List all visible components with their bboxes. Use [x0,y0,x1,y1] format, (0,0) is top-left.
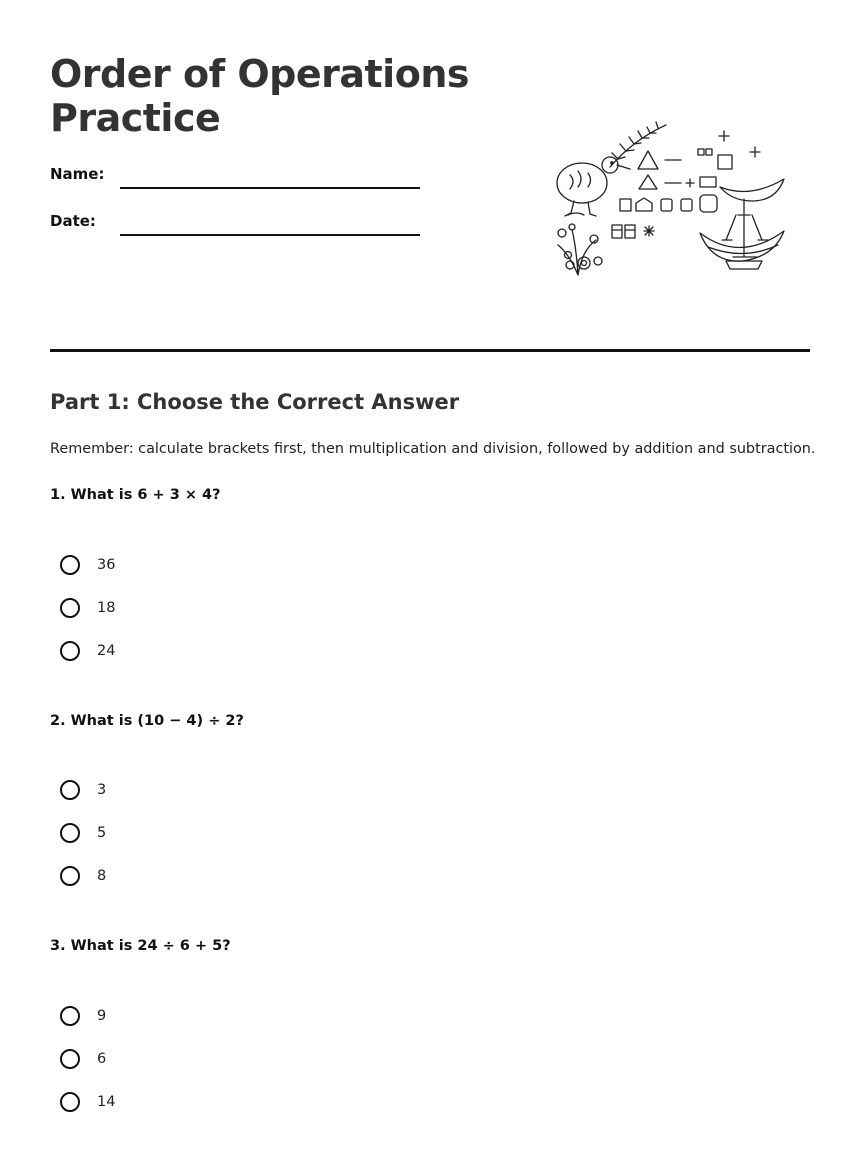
radio-button[interactable] [60,1092,80,1112]
option-label: 24 [97,643,116,659]
question-2-option-c[interactable] [60,863,106,889]
section-divider [50,349,810,352]
question-3-option-c[interactable] [60,1089,115,1115]
title-line-1: Order of Operations [50,52,469,96]
date-label: Date: [50,212,96,230]
question-3-prompt: 3. What is 24 ÷ 6 + 5? [50,938,231,954]
option-label: 36 [97,557,116,573]
option-label: 6 [97,1051,107,1067]
radio-button[interactable] [60,780,80,800]
instruction-text: Remember: calculate brackets first, then multiplication and division, followed by addition and subtraction. [50,441,816,457]
option-label: 8 [97,868,107,884]
radio-button[interactable] [60,555,80,575]
radio-button[interactable] [60,641,80,661]
date-field[interactable] [120,234,420,236]
question-3-option-b[interactable] [60,1046,106,1072]
question-1-prompt: 1. What is 6 + 3 × 4? [50,487,221,503]
option-label: 5 [97,825,107,841]
question-1-option-a[interactable] [60,552,115,578]
radio-button[interactable] [60,866,80,886]
question-3-option-a[interactable] [60,1003,106,1029]
radio-button[interactable] [60,823,80,843]
title-line-2: Practice [50,96,221,140]
triangle-shape-icon [638,151,658,169]
question-2-option-b[interactable] [60,820,106,846]
radio-button[interactable] [60,1006,80,1026]
plus-symbol-icon [719,131,729,141]
option-label: 18 [97,600,116,616]
option-label: 3 [97,782,107,798]
section-heading: Part 1: Choose the Correct Answer [50,390,460,414]
page-title [50,52,469,140]
radio-button[interactable] [60,598,80,618]
option-label: 14 [97,1094,116,1110]
kiwi-bird-icon [557,157,630,216]
waka-boat-icon [700,231,784,269]
flower-icon [558,224,602,275]
scale-balance-icon [720,179,784,257]
question-2-option-a[interactable] [60,777,106,803]
name-label: Name: [50,165,105,183]
radio-button[interactable] [60,1049,80,1069]
question-1-option-b[interactable] [60,595,115,621]
shapes-icon [612,131,760,238]
question-2-prompt: 2. What is (10 − 4) ÷ 2? [50,713,244,729]
decorative-illustration [548,115,788,285]
option-label: 9 [97,1008,107,1024]
square-shape-icon [718,155,732,169]
fern-icon [610,122,666,167]
question-1-option-c[interactable] [60,638,115,664]
name-field[interactable] [120,187,420,189]
